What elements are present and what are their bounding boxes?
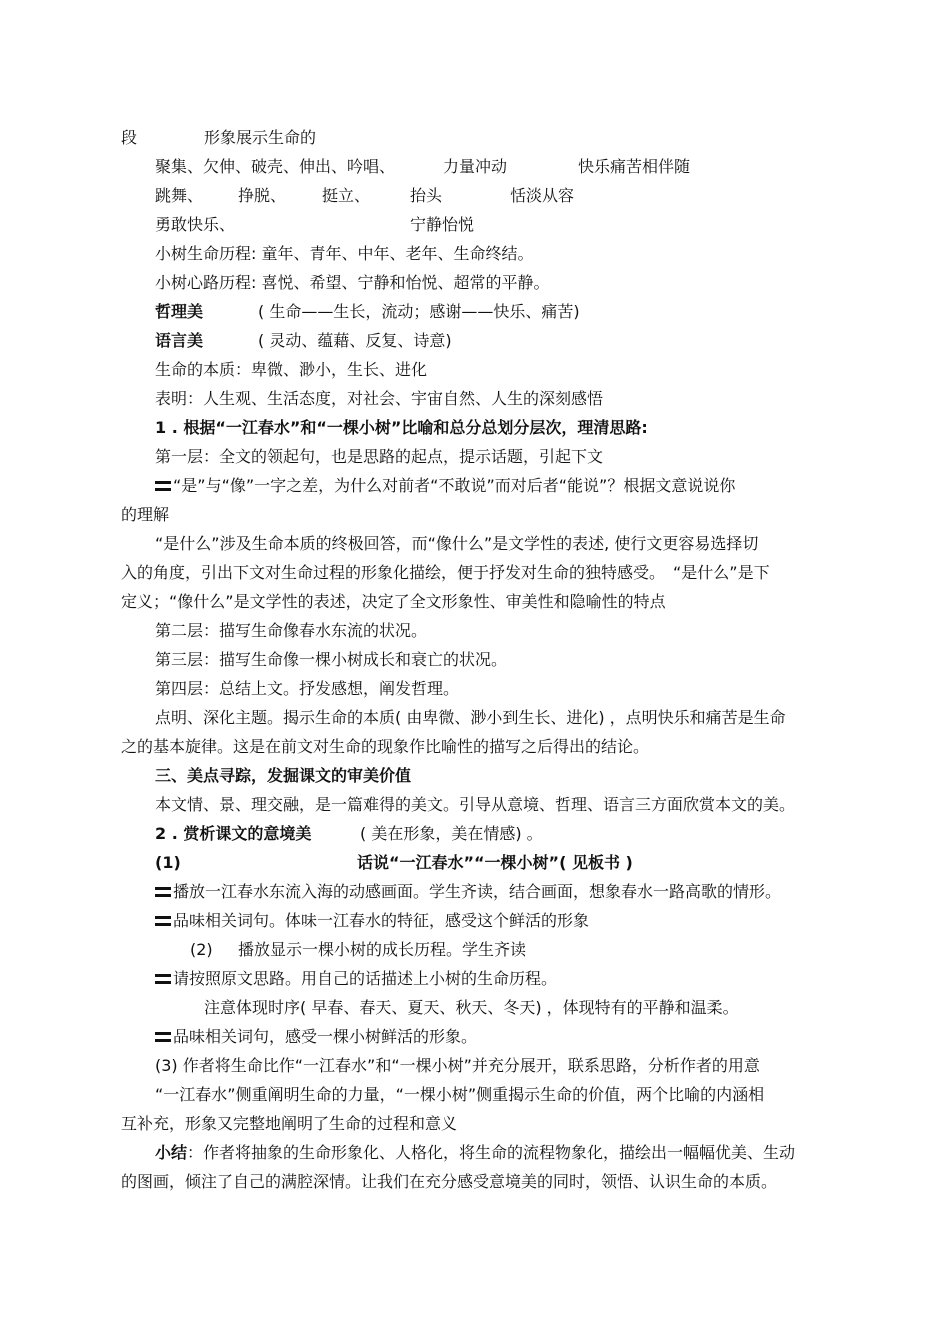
text: 小树心路历程: 喜悦、希望、宁静和怡悦、超常的平静。 [155,273,550,292]
text-with-bullet [155,471,735,500]
text-with-bullet [155,1022,477,1051]
text: 第二层：描写生命像春水东流的状况。 [155,621,428,640]
text: ( 灵动、蕴藉、反复、诗意) [258,331,452,350]
text-with-label [155,1138,795,1167]
text: ：作者将抽象的生命形象化、人格化，将生命的流程物象化，描绘出一幅幅优美、生动 [187,1143,796,1162]
text: 生命的本质：卑微、渺小，生长、进化 [155,360,428,379]
text: (3) 作者将生命比作“一江春水”和“一棵小树”并充分展开，联系思路，分析作者的用意 [155,1056,760,1075]
text: 第四层：总结上文。抒发感想，阐发哲理。 [155,679,460,698]
text: 播放显示一棵小树的成长历程。学生齐读 [238,940,527,959]
heading: 语言美 [155,331,204,350]
text: “一江春水”侧重阐明生命的力量，“一棵小树”侧重揭示生命的价值，两个比喻的内涵相 [155,1085,765,1104]
text: 互补充，形象又完整地阐明了生命的过程和意义 [121,1114,458,1133]
text: 挺立、 [322,186,371,205]
text: (2) [190,940,213,959]
text: 点明、深化主题。揭示生命的本质( 由卑微、渺小到生长、进化) ，点明快乐和痛苦是生命 [155,708,786,727]
text: 的图画，倾注了自己的满腔深情。让我们在充分感受意境美的同时，领悟、认识生命的本质。 [121,1172,778,1191]
text-with-bullet [155,906,589,935]
double-bar-icon [155,973,171,985]
summary-label: 小结 [155,1143,188,1162]
text: 恬淡从容 [510,186,575,205]
text: 勇敢快乐、 [155,215,236,234]
text: ( 美在形象，美在情感) 。 [360,824,543,843]
text: 第三层：描写生命像一棵小树成长和衰亡的状况。 [155,650,508,669]
double-bar-icon [155,1031,171,1043]
text: 之的基本旋律。这是在前文对生命的现象作比喻性的描写之后得出的结论。 [121,737,650,756]
text: 挣脱、 [238,186,287,205]
heading: 1 . 根据“一江春水”和“一棵小树”比喻和总分总划分层次，理清思路: [155,418,648,437]
double-bar-icon [155,915,171,927]
text: “是”与“像”一字之差，为什么对前者“不敢说”而对后者“能说”？根据文意说说你 [173,476,736,495]
text: 形象展示生命的 [204,128,317,147]
text-with-bullet [155,877,781,906]
text: 抬头 [410,186,443,205]
heading: 哲理美 [155,302,204,321]
text: 注意体现时序( 早春、春天、夏天、秋天、冬天) ，体现特有的平静和温柔。 [204,998,739,1017]
double-bar-icon [155,480,171,492]
text: 快乐痛苦相伴随 [578,157,691,176]
text: 播放一江春水东流入海的动感画面。学生齐读，结合画面，想象春水一路高歌的情形。 [173,882,782,901]
text: ( 生命——生长，流动；感谢——快乐、痛苦) [258,302,580,321]
text: 的理解 [121,505,170,524]
text: 小树生命历程: 童年、青年、中年、老年、生命终结。 [155,244,534,263]
text: 聚集、欠伸、破壳、伸出、吟唱、 [155,157,396,176]
text: (1) [155,853,181,872]
text: 品味相关词句。体味一江春水的特征，感受这个鲜活的形象 [173,911,590,930]
section-heading: 三、美点寻踪，发掘课文的审美价值 [155,766,412,785]
text: “是什么”涉及生命本质的终极回答，而“像什么”是文学性的表述, 使行文更容易选择切 [155,534,759,553]
text-with-bullet [155,964,557,993]
text: 本文情、景、理交融，是一篇难得的美文。引导从意境、哲理、语言三方面欣赏本文的美。 [155,795,796,814]
text: 宁静怡悦 [410,215,475,234]
text: 定义；“像什么”是文学性的表述，决定了全文形象性、审美性和隐喻性的特点 [121,592,666,611]
text: 段 [121,128,138,147]
heading: 2 . 赏析课文的意境美 [155,824,312,843]
heading: 话说“一江春水”“一棵小树”( 见板书 ) [357,853,633,872]
text: 第一层：全文的领起句，也是思路的起点，提示话题，引起下文 [155,447,604,466]
text: 入的角度，引出下文对生命过程的形象化描绘，便于抒发对生命的独特感受。 “是什么”是下 [121,563,770,582]
text: 品味相关词句，感受一棵小树鲜活的形象。 [173,1027,478,1046]
text: 请按照原文思路。用自己的话描述上小树的生命历程。 [173,969,558,988]
text: 表明：人生观、生活态度，对社会、宇宙自然、人生的深刻感悟 [155,389,604,408]
text: 跳舞、 [155,186,204,205]
double-bar-icon [155,886,171,898]
text: 力量冲动 [443,157,508,176]
